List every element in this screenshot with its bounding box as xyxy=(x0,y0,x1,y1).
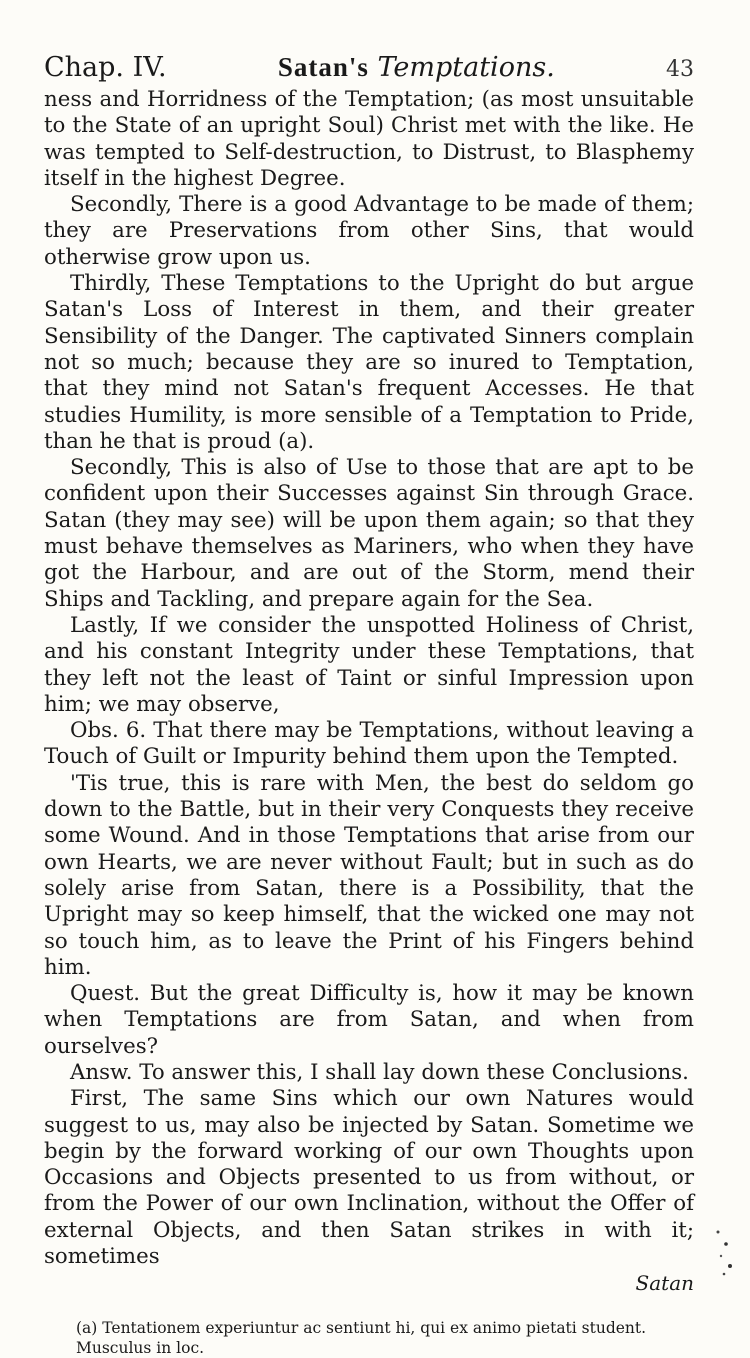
footnote xyxy=(44,1318,694,1358)
paper-speckle xyxy=(712,1222,736,1282)
catchword: Satan xyxy=(635,1271,694,1296)
paragraph-tis-true: 'Tis true, this is rare with Men, the best do seldom go down to the Battle, but in their very Conquests they receive some Wound. And in those Temptations that arise from our own Hearts, we are never without Fault; but in such as do solely arise from Satan, there is a Possibility, that the Upright may so keep himself, that the wicked one may not so touch him, as to leave the Print of his Fingers behind him. xyxy=(44,770,694,980)
chapter-label: Chap. IV. xyxy=(44,52,167,83)
running-title-word2: Temptations. xyxy=(377,52,555,83)
footnote-source: Musculus in loc. xyxy=(76,1339,205,1358)
paragraph-thirdly: Thirdly, These Temptations to the Upright do but argue Satan's Loss of Interest in them, and their greater Sensibility of the Danger. The captivated Sinners complain not so much; because they are so inured to Temptation, that they mind not Satan's frequent Accesses. He that studies Humility, is more sensible of a Temptation to Pride, than he that is proud (a). xyxy=(44,271,694,454)
paragraph-lastly: Lastly, If we consider the unspotted Holiness of Christ, and his constant Integrity under these Temptations, that they left not the least of Taint or sinful Impression upon him; we may observe, xyxy=(44,612,694,717)
paragraph-secondly: Secondly, There is a good Advantage to be made of them; they are Preservations from other Sins, that would otherwise grow upon us. xyxy=(44,192,694,270)
paragraph-answer: Answ. To answer this, I shall lay down these Conclusions. xyxy=(70,1059,689,1085)
running-header xyxy=(44,50,694,87)
paragraph-observation-6: Obs. 6. That there may be Temptations, without leaving a Touch of Guilt or Impurity behind them upon the Tempted. xyxy=(44,718,694,770)
running-title-word1: Satan's xyxy=(277,52,369,82)
running-title xyxy=(278,50,555,85)
paragraph-question: Quest. But the great Difficulty is, how it may be known when Temptations are from Satan, and when from ourselves? xyxy=(44,981,694,1059)
page-number: 43 xyxy=(666,57,694,82)
book-page xyxy=(44,50,694,1358)
paragraph-first: First, The same Sins which our own Natures would suggest to us, may also be injected by Satan. Sometime we begin by the forward working of our own Thoughts upon Occasions and Objects presented to us from without, or from the Power of our own Inclination, without the Offer of external Objects, and then Satan strikes in with it; sometimes xyxy=(44,1086,694,1270)
paragraph-continuation: ness and Horridness of the Temptation; (as most unsuitable to the State of an upright Soul) Christ met with the like. He was tempted to Self-destruction, to Distrust, to Blasphemy itself in the highest Degree. xyxy=(44,87,694,191)
footnote-text: (a) Tentationem experiuntur ac sentiunt hi, qui ex animo pietati student. xyxy=(76,1319,647,1338)
paragraph-secondly-use: Secondly, This is also of Use to those that are apt to be confident upon their Successes against Sin through Grace. Satan (they may see) will be upon them again; so that they must behave themselves as Mariners, who when they have got the Harbour, and are out of the Storm, mend their Ships and Tackling, and prepare again for the Sea. xyxy=(44,455,694,612)
body-text xyxy=(44,87,694,1270)
